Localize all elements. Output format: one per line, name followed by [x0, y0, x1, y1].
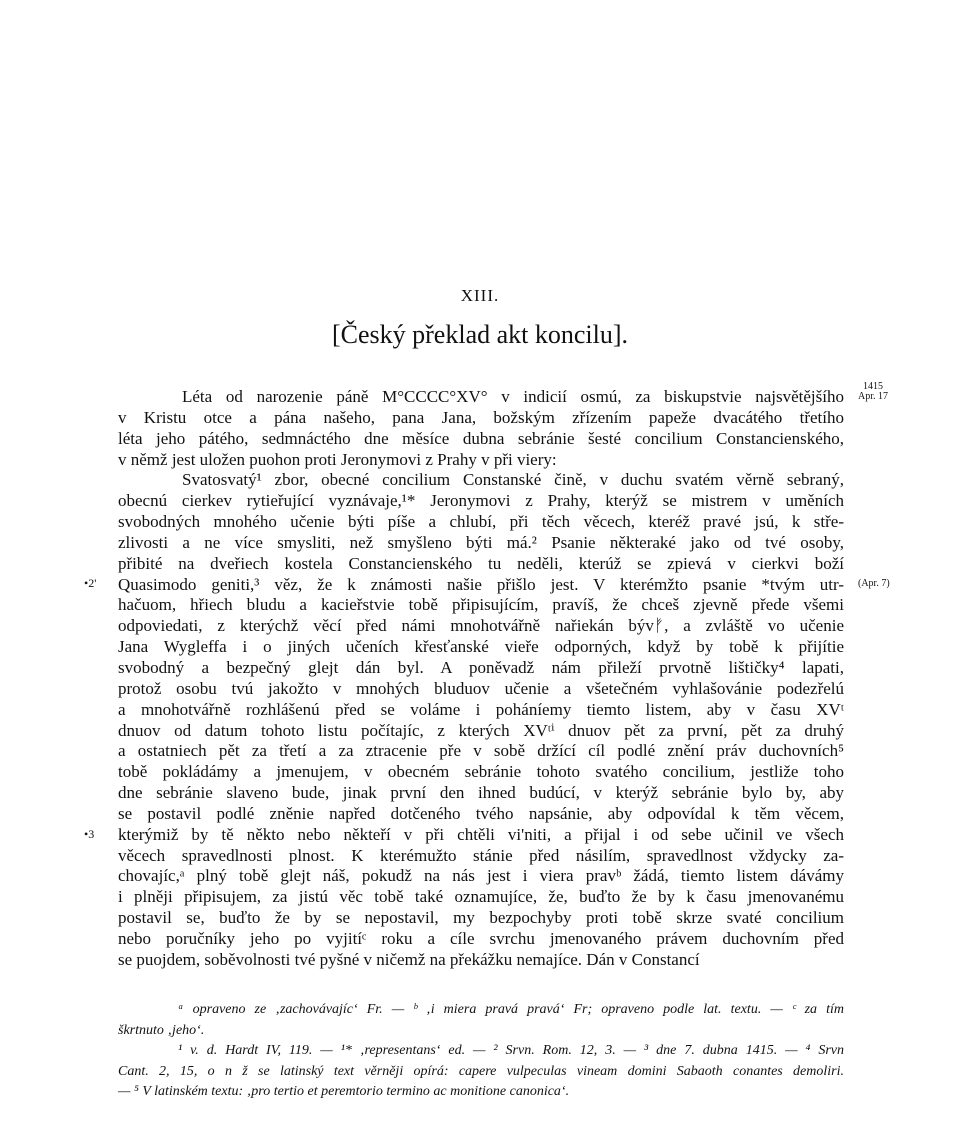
body-line: obecnú cierkev rytieřující vyznávaje,¹* Jeronymovi z Prahy, kterýž se mistrem v uměních: [118, 491, 844, 511]
body-line: dne sebránie slaveno bude, jinak první den ihned budúcí, v kterýž sebránie bylo by, aby: [118, 783, 844, 803]
body-line: postavil se, buďto že by se nepostavil, my bezpochyby proti tobě skrze svaté concilium: [118, 908, 844, 928]
body-line: tobě pokládámy a jmenujem, v obecném sebránie tohoto svatého concilium, jestliže toho: [118, 762, 844, 782]
body-line: přibité na dveřiech kostela Constancienského tu neděli, kterúž se zpievá v cierkvi boží: [118, 553, 844, 573]
body-line: svobodných mnohého učenie býti píše a chlubí, při těch věcech, kteréž pravé jsú, k stře-: [118, 512, 844, 532]
body-text: [118, 387, 844, 971]
body-line: dnuov od datum tohoto listu počítajíc, z kterých XVᵗⁱ dnuov pět za první, pět za druhý: [118, 720, 844, 740]
body-line: hačuom, hřiech bludu a kacieřstvie tobě připisujícím, pravíš, že chceš zjevně přede všemi: [118, 595, 844, 615]
margin-date-side: (Apr. 7): [858, 578, 890, 589]
body-line: se postavil podlé zněnie napřed dotčeného tvého napsánie, aby odpovídal k těm věcem,: [118, 803, 844, 823]
body-line: odpoviedati, z kterýchž věcí před námi mnohotvářně nařiekán bývᚠ, a zvláště vo učenie: [118, 616, 844, 636]
footnote-line: Cant. 2, 15, o n ž se latinský text věrněji opírá: capere vulpeculas vineam domini Sabaoth conantes demoliri.: [118, 1063, 844, 1079]
body-line: protož osobu tvú jakožto v mnohých bluduov učenie a všetečném vyhlašovánie podezřelú: [118, 678, 844, 698]
body-line: věcech spravedlnosti plnost. K kterémužto stánie před násilím, spravedlnost vždycky za-: [118, 845, 844, 865]
margin-date-year: 1415: [863, 381, 883, 392]
body-line: a mnohotvářně rozhlášenú před se voláme i poháníemy tiemto listem, aby v času XVᵗ: [118, 699, 844, 719]
footnotes: [118, 1000, 844, 1103]
body-line: svobodný a bezpečný glejt dán byl. A poněvadž nám přileží prvotně lištičky⁴ lapati,: [118, 657, 844, 677]
body-line: v Kristu otce a pána našeho, pana Jana, božským zřízením papeže dvacátého třetího: [118, 407, 844, 427]
footnote-line: ᵃ opraveno ze ‚zachovávajíc‘ Fr. — ᵇ ‚i miera pravá pravá‘ Fr; opraveno podle lat. textu. — ᶜ za tím: [178, 1002, 844, 1017]
body-line: léta jeho pátého, sedmnáctého dne měsíce dubna sebránie šesté concilium Constancienského,: [118, 428, 844, 448]
body-line: a ostatniech pět za třetí a za ztracenie pře v sobě držící cíl podlé znění práv duchovních⁵: [118, 741, 844, 761]
body-line: Quasimodo geniti,³ věz, že k známosti našie přišlo jest. V kterémžto psanie *tvým utr-: [118, 574, 844, 594]
footnote-line: škrtnuto ‚jeho‘.: [118, 1022, 205, 1038]
body-line: v němž jest uložen puohon proti Jeronymovi z Prahy v při viery:: [118, 449, 557, 469]
footnote-line: — ⁵ V latinském textu: ‚pro tertio et peremtorio termino ac monitione canonica‘.: [118, 1084, 570, 1099]
margin-marker-3: •3: [84, 827, 95, 841]
body-line: Svatosvatý¹ zbor, obecné concilium Constanské čině, v duchu svatém věrně sebraný,: [182, 470, 844, 490]
body-line: nebo poručníky jeho po vyjitíᶜ roku a cíle svrchu jmenovaného právem duchovním před: [118, 928, 844, 948]
body-line: Léta od narozenie páně M°CCCC°XV° v indicií osmú, za biskupstvie najsvětějšího: [182, 387, 844, 406]
body-line: zlivosti a ne více smysliti, než smyšleno býti má.² Psanie některaké jako od tvé osoby,: [118, 532, 844, 552]
body-line: i plněji připisujem, za jistú věc tobě také oznamujíce, že, buďto že by k času jmenovanému: [118, 887, 844, 907]
body-line: chovajíc,ᵃ plný tobě glejt náš, pokudž na nás jest i viera pravᵇ žádá, tiemto listem dávámy: [118, 866, 844, 886]
margin-marker-2: •2': [84, 576, 97, 590]
footnote-line: ¹ v. d. Hardt IV, 119. — ¹* ‚representans‘ ed. — ² Srvn. Rom. 12, 3. — ³ dne 7. dubna 1415. — ⁴ Srvn: [178, 1043, 844, 1058]
margin-date-top: [858, 382, 888, 402]
margin-date-day: Apr. 17: [858, 391, 888, 402]
body-line: Jana Wygleffa i o jiných učeních křesťanské vieře odporných, když by tobě k přijítie: [118, 637, 844, 657]
body-line: kterýmiž by tě někto nebo někteří v při chtěli vi'niti, a přijal i od sebe učinil ve všech: [118, 824, 844, 844]
heading-title: [Český překlad akt koncilu].: [331, 320, 629, 349]
body-line: se puojdem, soběvolnosti tvé pyšné v ničemž na překážku nemajíce. Dán v Constancí: [118, 949, 700, 969]
heading-number: XIII.: [460, 286, 500, 305]
